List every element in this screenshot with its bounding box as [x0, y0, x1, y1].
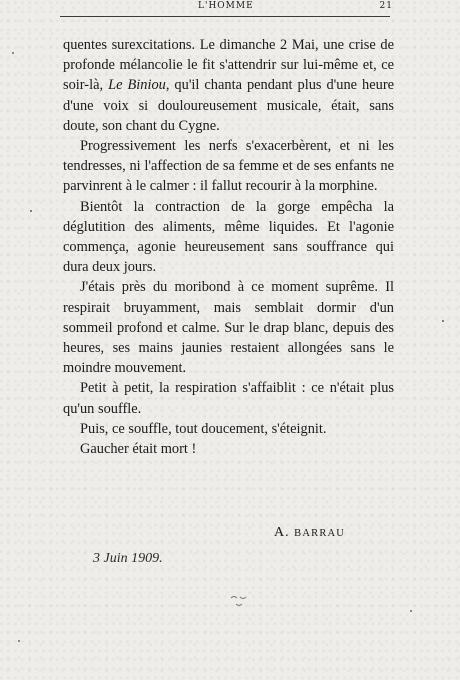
paper-speck	[18, 640, 20, 642]
page-header	[60, 1, 393, 15]
paper-speck	[442, 320, 444, 322]
paragraph-6: Puis, ce souffle, tout doucement, s'éteignit.	[80, 420, 327, 437]
paragraph-7: Gaucher était mort !	[80, 441, 197, 458]
paper-speck	[12, 52, 14, 54]
paper-speck	[30, 210, 32, 212]
page-number: 21	[379, 1, 393, 11]
author-name: BARRAU	[294, 528, 346, 539]
paper-speck	[410, 610, 412, 612]
paragraph-3: Bientôt la contraction de la gorge empêcha la déglutition des aliments, même liquides. Et l'agonie commença, agonie heureusement sans souffrance qui dura deux jours.	[63, 198, 394, 276]
author-signature	[274, 525, 345, 541]
running-head: L'HOMME	[198, 1, 254, 11]
author-initial: A.	[274, 525, 290, 540]
paragraph-1	[63, 35, 394, 136]
ornament-mark-icon	[228, 594, 250, 608]
paragraph-1-text-a: quentes surexcitations. Le dimanche 2 Mai, une crise de profonde mélancolie le fit s'attendrir sur lui-même et, ce soir-là,	[63, 37, 394, 94]
paragraph-1-text-b: , qu'il chanta pendant plus d'une heure d'une voix si douloureusement musicale, était, sans doute, son chant du Cygne.	[63, 77, 395, 134]
paragraph-5: Petit à petit, la respiration s'affaiblit : ce n'était plus qu'un souffle.	[63, 380, 394, 417]
paragraph-2: Progressivement les nerfs s'exacerbèrent, et ni les tendresses, ni l'affection de sa femme et de ses enfants ne parvinrent à le calmer : il fallut recourir à la morphine.	[63, 138, 394, 195]
header-rule	[60, 16, 390, 17]
song-title: Le Biniou	[108, 77, 166, 94]
body-text	[63, 35, 394, 459]
dateline: 3 Juin 1909.	[93, 551, 163, 566]
paragraph-4: J'étais près du moribond à ce moment suprême. Il respirait bruyamment, mais semblait dormir d'un sommeil profond et calme. Sur le drap blanc, depuis des heures, ses mains jaunies restaient allongées sans le moindre mouvement.	[63, 279, 394, 377]
